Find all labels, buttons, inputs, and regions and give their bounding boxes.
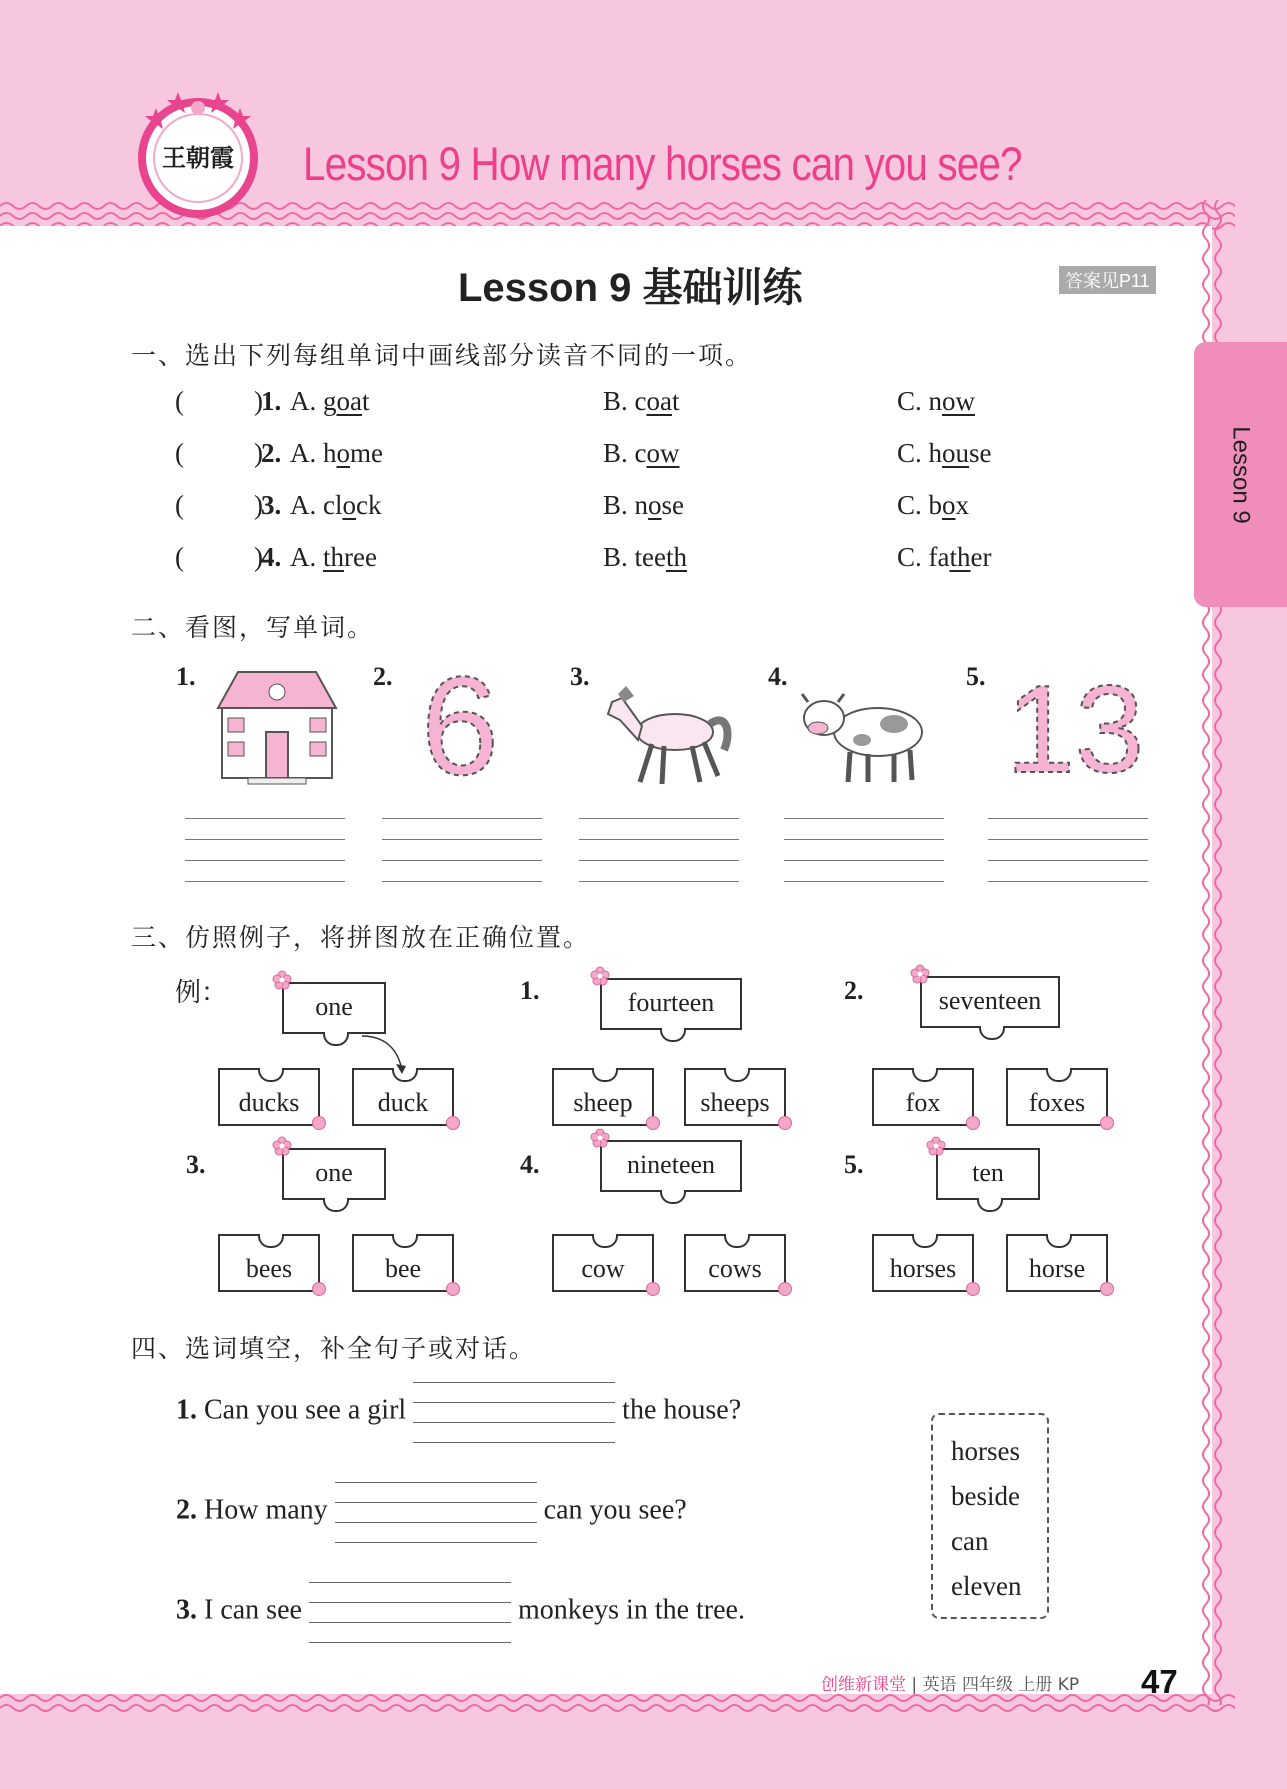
puzzle-slot	[912, 1068, 938, 1082]
sentence-text: monkeys in the tree.	[517, 1594, 745, 1626]
house-icon	[208, 668, 346, 786]
example-arrow	[360, 1030, 410, 1080]
flower-icon	[966, 1282, 980, 1296]
puzzle-word: one	[315, 992, 353, 1021]
puzzle-word: ten	[972, 1158, 1004, 1187]
word-bank-item: eleven	[951, 1571, 1022, 1601]
svg-text:13: 13	[1006, 664, 1144, 784]
flower-icon	[1100, 1282, 1114, 1296]
flower-icon	[778, 1282, 792, 1296]
puzzle-word: duck	[377, 1088, 429, 1117]
flower-icon	[910, 964, 930, 984]
footer-series-name: 创维新课堂	[821, 1675, 906, 1695]
question-number: 2.	[261, 438, 282, 468]
puzzle-word: horse	[1028, 1254, 1086, 1283]
sentence-text: I can see	[204, 1594, 302, 1626]
sentence-number: 2.	[176, 1494, 197, 1526]
puzzle-slot	[1046, 1234, 1072, 1248]
option-c: C. now	[897, 386, 976, 416]
footer-separator: |	[911, 1675, 918, 1695]
flower-icon	[646, 1282, 660, 1296]
puzzle-piece-left[interactable]	[552, 1068, 654, 1126]
flower-icon	[446, 1116, 460, 1130]
puzzle-piece-left[interactable]	[552, 1234, 654, 1292]
section3-title: 三、仿照例子，将拼图放在正确位置。	[131, 923, 591, 952]
puzzle-piece-right[interactable]	[1006, 1068, 1108, 1126]
puzzle-piece-right[interactable]	[684, 1234, 786, 1292]
puzzle-word: cow	[581, 1254, 625, 1283]
puzzle-group-number: 3.	[186, 1150, 206, 1179]
brand-logo	[136, 86, 260, 218]
puzzle-group-number: 5.	[844, 1150, 864, 1179]
option-c: C. father	[897, 542, 992, 572]
option-a: A. goat	[290, 386, 370, 416]
puzzle-piece-top[interactable]	[282, 982, 386, 1034]
option-c: C. box	[897, 490, 970, 520]
sentence-number: 3.	[176, 1594, 197, 1626]
answer-paren[interactable]: ( )	[175, 542, 263, 572]
item-number: 4.	[768, 662, 788, 691]
puzzle-word: fox	[905, 1088, 941, 1117]
answer-lines[interactable]	[579, 818, 739, 882]
puzzle-piece-left[interactable]	[872, 1234, 974, 1292]
puzzle-word: seventeen	[938, 986, 1042, 1015]
cow-icon	[794, 682, 936, 786]
puzzle-word: nineteen	[626, 1150, 716, 1179]
lesson-banner-title: Lesson 9 How many horses can you see?	[303, 137, 1022, 190]
puzzle-slot	[592, 1068, 618, 1082]
option-b: B. teeth	[603, 542, 687, 572]
puzzle-piece-left[interactable]	[218, 1068, 320, 1126]
puzzle-group-number: 4.	[520, 1150, 540, 1179]
sentence-3	[176, 1582, 745, 1642]
puzzle-word: sheep	[573, 1088, 633, 1117]
puzzle-piece-right[interactable]	[684, 1068, 786, 1126]
question-number: 1.	[261, 386, 282, 416]
answer-reference-badge: 答案见P11	[1059, 266, 1156, 294]
sentence-number: 1.	[176, 1394, 197, 1426]
sentence-2	[176, 1482, 687, 1542]
footer-info: 英语 四年级 上册 KP	[922, 1675, 1080, 1695]
page-heading: Lesson 9 基础训练	[458, 266, 803, 310]
puzzle-slot	[592, 1234, 618, 1248]
section4-title: 四、选词填空，补全句子或对话。	[131, 1334, 537, 1363]
sentence-text: the house?	[622, 1394, 742, 1426]
number-6-icon	[410, 664, 510, 784]
puzzle-piece-left[interactable]	[218, 1234, 320, 1292]
paren-open: (	[175, 490, 184, 520]
word-bank-item: beside	[951, 1481, 1020, 1511]
flower-icon	[312, 1116, 326, 1130]
puzzle-slot	[724, 1068, 750, 1082]
section1-title: 一、选出下列每组单词中画线部分读音不同的一项。	[131, 341, 753, 370]
puzzle-slot	[258, 1234, 284, 1248]
flower-icon	[590, 1128, 610, 1148]
answer-lines[interactable]	[382, 818, 542, 882]
puzzle-piece-top[interactable]	[282, 1148, 386, 1200]
puzzle-piece-top[interactable]	[936, 1148, 1040, 1200]
answer-lines[interactable]	[185, 818, 345, 882]
sentence-text: How many	[204, 1494, 328, 1526]
answer-paren[interactable]: ( )	[175, 386, 263, 416]
flower-icon	[272, 1136, 292, 1156]
puzzle-word: fourteen	[627, 988, 715, 1017]
puzzle-group-number: 1.	[520, 976, 540, 1005]
puzzle-group-number: 2.	[844, 976, 864, 1005]
puzzle-word: ducks	[238, 1088, 300, 1117]
flower-icon	[312, 1282, 326, 1296]
number-13-icon	[1000, 664, 1150, 784]
puzzle-slot	[1046, 1068, 1072, 1082]
puzzle-piece-top[interactable]	[600, 978, 742, 1030]
puzzle-word: foxes	[1028, 1088, 1086, 1117]
option-b: B. nose	[603, 490, 685, 520]
section2-title: 二、看图，写单词。	[131, 613, 375, 642]
puzzle-slot	[258, 1068, 284, 1082]
paren-open: (	[175, 438, 184, 468]
item-number: 5.	[966, 662, 986, 691]
sentence-text: Can you see a girl	[204, 1394, 407, 1426]
option-b: B. cow	[603, 438, 680, 468]
item-number: 1.	[176, 662, 196, 691]
option-a: A. clock	[290, 490, 382, 520]
option-a: A. home	[290, 438, 383, 468]
flower-icon	[272, 970, 292, 990]
item-number: 3.	[570, 662, 590, 691]
flower-icon	[590, 966, 610, 986]
puzzle-word: bee	[384, 1254, 422, 1283]
fill-blank[interactable]	[309, 1582, 511, 1642]
puzzle-word: one	[315, 1158, 353, 1187]
example-label: 例：	[175, 978, 228, 1008]
answer-lines[interactable]	[784, 818, 944, 882]
answer-lines[interactable]	[988, 818, 1148, 882]
puzzle-piece-left[interactable]	[872, 1068, 974, 1126]
option-a: A. three	[290, 542, 377, 572]
svg-text:6: 6	[421, 664, 499, 784]
word-bank-item: can	[951, 1526, 989, 1556]
paren-open: (	[175, 386, 184, 416]
puzzle-piece-top[interactable]	[600, 1140, 742, 1192]
question-number: 3.	[261, 490, 282, 520]
puzzle-word: bees	[245, 1254, 293, 1283]
answer-paren[interactable]: ( )	[175, 438, 263, 468]
puzzle-piece-right[interactable]	[1006, 1234, 1108, 1292]
puzzle-slot	[392, 1234, 418, 1248]
item-number: 2.	[373, 662, 393, 691]
flower-icon	[646, 1116, 660, 1130]
flower-icon	[926, 1136, 946, 1156]
puzzle-slot	[912, 1234, 938, 1248]
puzzle-word: cows	[708, 1254, 762, 1283]
question-number: 4.	[261, 542, 282, 572]
sentence-text: can you see?	[543, 1494, 687, 1526]
option-b: B. coat	[603, 386, 680, 416]
puzzle-word: horses	[889, 1254, 957, 1283]
puzzle-slot	[724, 1234, 750, 1248]
sentence-1	[176, 1382, 741, 1442]
option-c: C. house	[897, 438, 992, 468]
puzzle-word: sheeps	[700, 1088, 770, 1117]
flower-icon	[966, 1116, 980, 1130]
fill-blank[interactable]	[413, 1382, 615, 1442]
footer-series	[821, 1670, 1079, 1695]
svg-text:王朝霞: 王朝霞	[162, 143, 234, 172]
word-bank-item: horses	[951, 1436, 1020, 1466]
puzzle-piece-top[interactable]	[920, 976, 1060, 1028]
horse-icon	[600, 672, 740, 790]
page-number: 47	[1141, 1663, 1178, 1700]
word-bank-box	[931, 1413, 1049, 1619]
fill-blank[interactable]	[335, 1482, 537, 1542]
flower-icon	[1100, 1116, 1114, 1130]
side-tab-label: Lesson 9	[1227, 425, 1255, 524]
flower-icon	[446, 1282, 460, 1296]
flower-icon	[778, 1116, 792, 1130]
paren-open: (	[175, 542, 184, 572]
puzzle-piece-right[interactable]	[352, 1234, 454, 1292]
answer-paren[interactable]: ( )	[175, 490, 263, 520]
side-tab-label-wrap	[1194, 342, 1287, 607]
